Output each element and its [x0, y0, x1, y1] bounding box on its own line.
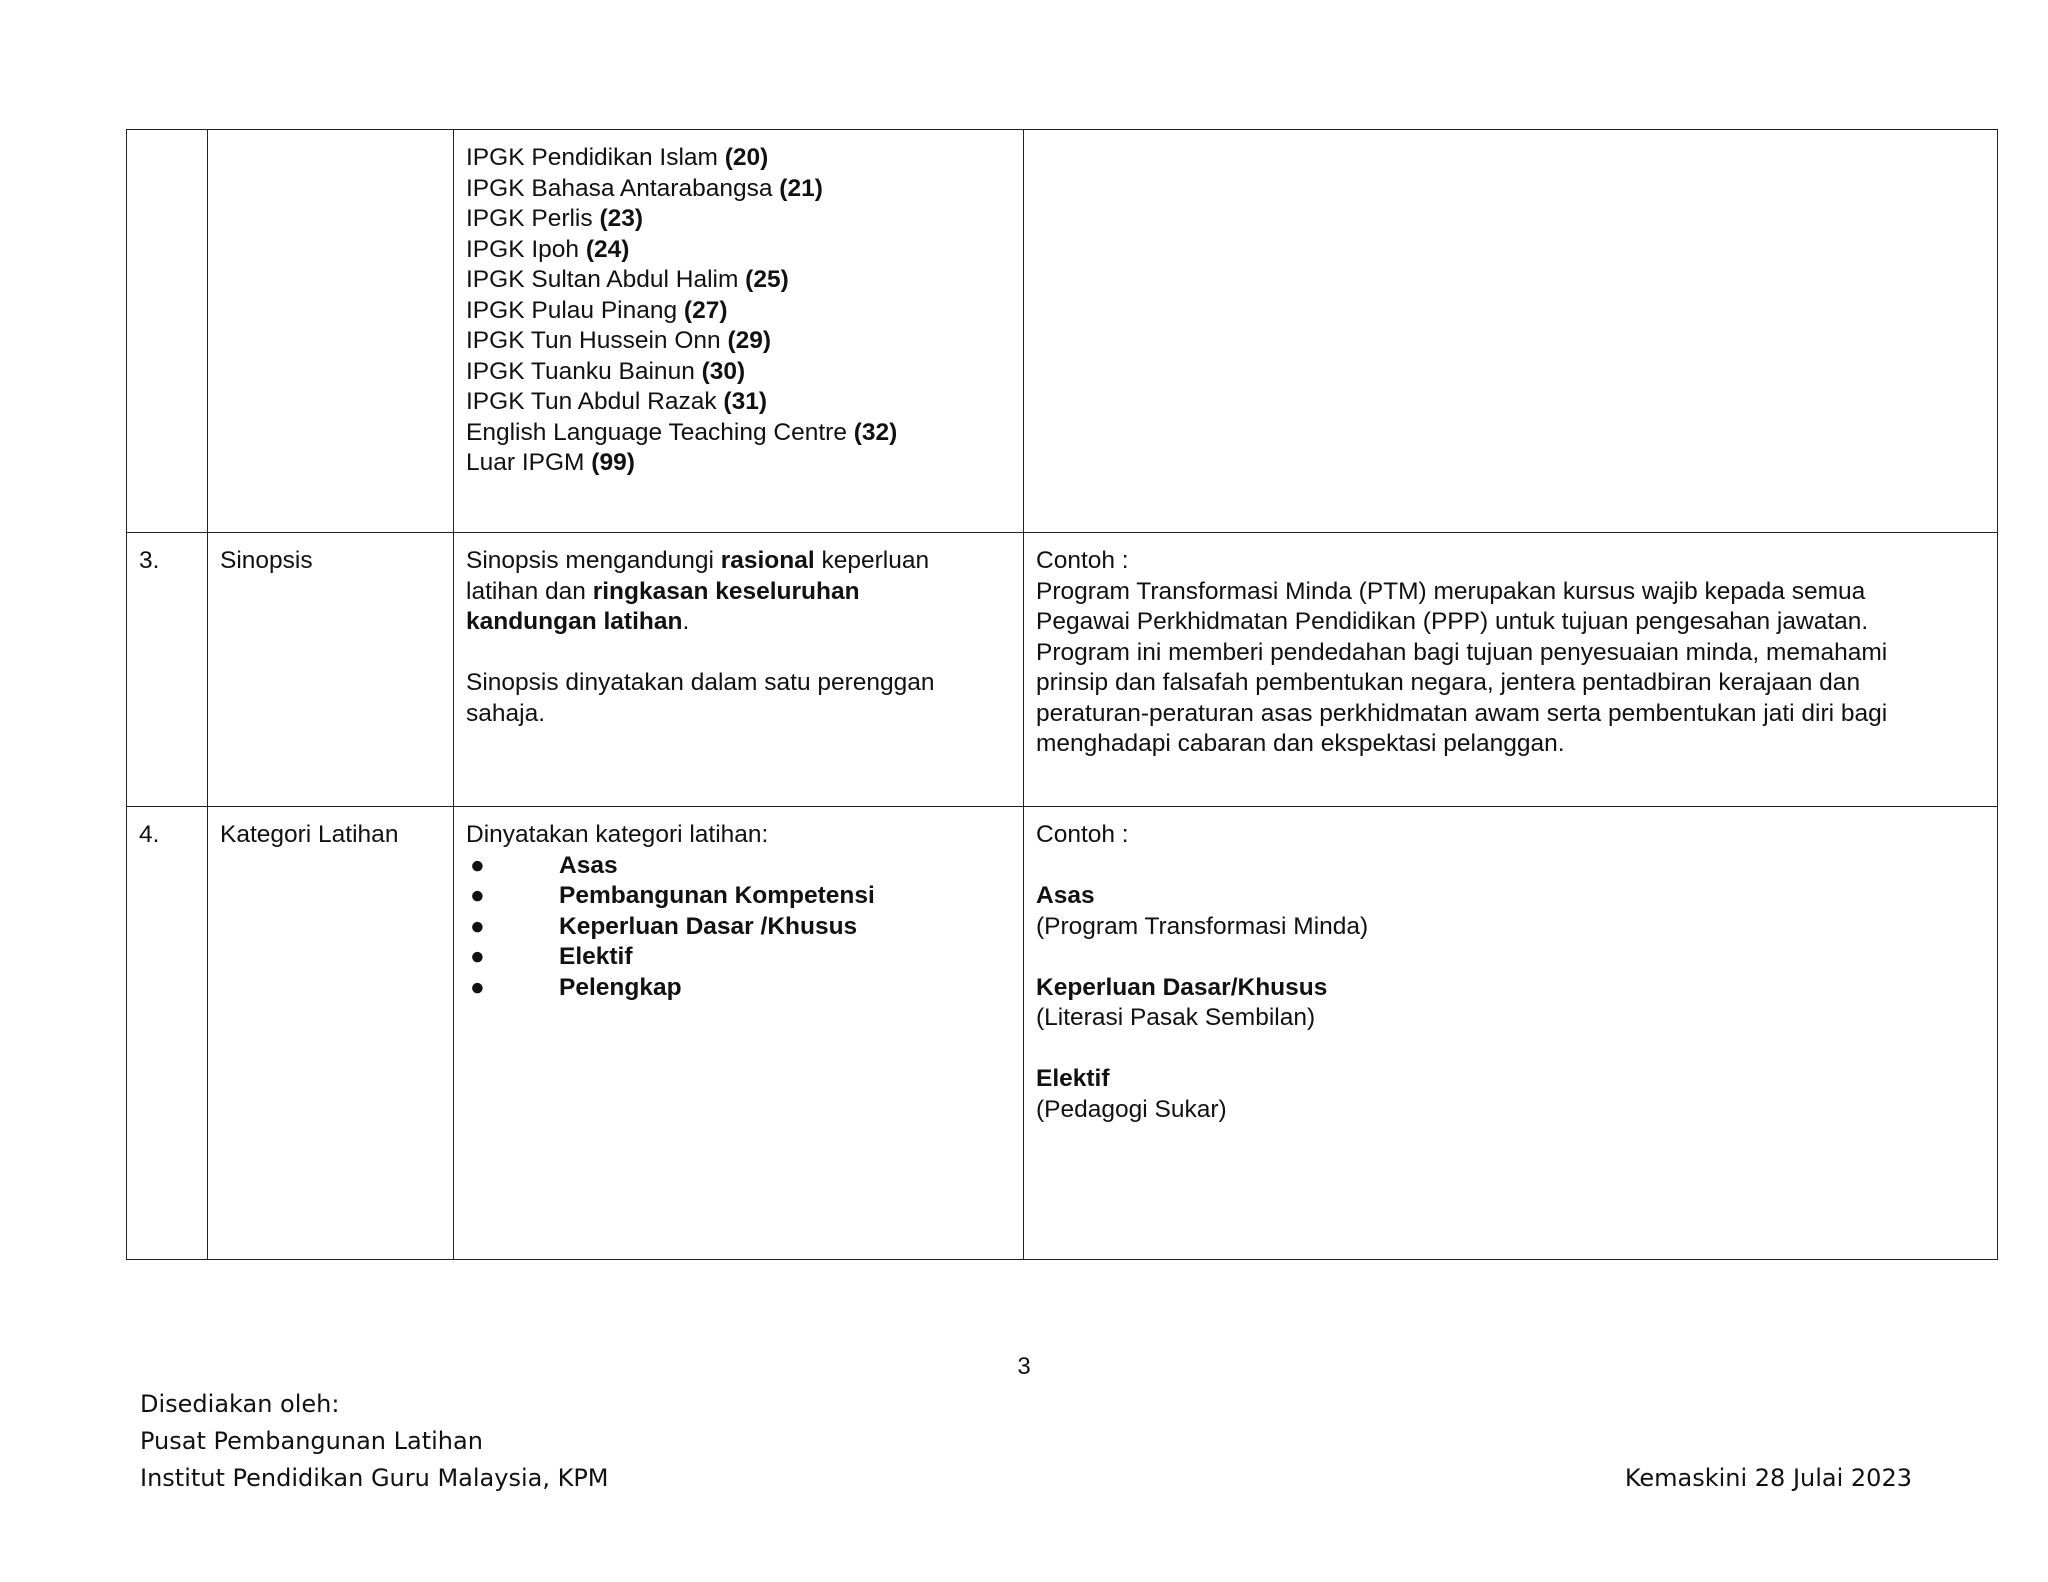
prepared-by-label: Disediakan oleh: — [140, 1390, 340, 1418]
guide-intro: Dinyatakan kategori latihan: — [466, 821, 769, 848]
guide-text-line: Sinopsis dinyatakan dalam satu perenggan — [466, 669, 935, 696]
list-item: IPGK Tun Abdul Razak (31) — [466, 388, 767, 415]
example-text-line: menghadapi cabaran dan ekspektasi pelanggan. — [1036, 730, 1565, 757]
guide-text-line: kandungan latihan. — [466, 608, 690, 635]
bullet-icon: ● — [470, 882, 485, 909]
table-row-continued — [127, 130, 1998, 533]
example-label: Contoh : — [1036, 547, 1129, 574]
list-item: English Language Teaching Centre (32) — [466, 418, 898, 446]
bullet-icon: ● — [470, 912, 485, 940]
footer-prepared-by — [140, 1386, 609, 1497]
guide-text-line: latihan dan ringkasan keseluruhan — [466, 577, 860, 605]
guideline-table — [126, 129, 1998, 1260]
bullet-icon: ● — [470, 851, 485, 879]
row-item-label: Sinopsis — [208, 533, 454, 807]
list-item: ● Elektif — [466, 942, 1011, 973]
list-item: Luar IPGM (99) — [466, 449, 635, 476]
list-item: ● Keperluan Dasar /Khusus — [466, 912, 1011, 943]
example-text-line: peraturan-peraturan asas perkhidmatan awam serta pembentukan jati diri bagi — [1036, 699, 1888, 727]
row-number: 3. — [127, 533, 208, 807]
page-number: 3 — [1017, 1353, 1031, 1380]
table-row-sinopsis — [127, 533, 1998, 807]
organization-name: Pusat Pembangunan Latihan — [140, 1427, 483, 1455]
example-category-detail: (Pedagogi Sukar) — [1036, 1095, 1227, 1123]
list-item: ● Pelengkap — [466, 973, 1011, 1004]
list-item: IPGK Sultan Abdul Halim (25) — [466, 266, 789, 293]
list-item: IPGK Perlis (23) — [466, 205, 644, 232]
guide-text-line: sahaja. — [466, 699, 546, 727]
last-updated: Kemaskini 28 Julai 2023 — [1624, 1464, 1912, 1492]
cell-guide — [454, 533, 1024, 807]
example-text-line: Program ini memberi pendedahan bagi tujuan penyesuaian minda, memahami — [1036, 638, 1888, 666]
list-item: IPGK Pulau Pinang (27) — [466, 296, 728, 324]
example-text-line: Program Transformasi Minda (PTM) merupakan kursus wajib kepada semua — [1036, 577, 1866, 605]
cell-example — [1024, 807, 1998, 1260]
example-category-detail: (Program Transformasi Minda) — [1036, 912, 1369, 940]
institute-name: Institut Pendidikan Guru Malaysia, KPM — [140, 1464, 609, 1492]
example-category-detail: (Literasi Pasak Sembilan) — [1036, 1004, 1316, 1031]
list-item: IPGK Tun Hussein Onn (29) — [466, 327, 772, 354]
example-text-line: Pegawai Perkhidmatan Pendidikan (PPP) untuk tujuan pengesahan jawatan. — [1036, 608, 1869, 635]
list-item: IPGK Pendidikan Islam (20) — [466, 144, 769, 171]
list-item: IPGK Bahasa Antarabangsa (21) — [466, 174, 823, 202]
cell-example-empty — [1024, 130, 1998, 533]
row-number: 4. — [127, 807, 208, 1260]
bullet-icon: ● — [470, 943, 485, 970]
bullet-icon: ● — [470, 973, 485, 1001]
cell-example — [1024, 533, 1998, 807]
example-category-title: Asas — [1036, 882, 1095, 909]
list-item: IPGK Ipoh (24) — [466, 235, 630, 263]
guide-text-line: Sinopsis mengandungi rasional keperluan — [466, 547, 930, 574]
list-item: ● Asas — [466, 851, 1011, 882]
example-category-title: Keperluan Dasar/Khusus — [1036, 973, 1328, 1001]
cell-ipgk-list — [454, 130, 1024, 533]
table-row-kategori — [127, 807, 1998, 1260]
ipgk-list — [466, 143, 1011, 479]
example-text-line: prinsip dan falsafah pembentukan negara, jentera pentadbiran kerajaan dan — [1036, 669, 1861, 696]
list-item: ● Pembangunan Kompetensi — [466, 881, 1011, 912]
example-label: Contoh : — [1036, 821, 1129, 848]
cell-guide — [454, 807, 1024, 1260]
category-list — [466, 851, 1011, 1004]
row-item-label: Kategori Latihan — [208, 807, 454, 1260]
example-category-title: Elektif — [1036, 1065, 1110, 1092]
list-item: IPGK Tuanku Bainun (30) — [466, 357, 746, 385]
cell-number-empty — [127, 130, 208, 533]
cell-item-empty — [208, 130, 454, 533]
